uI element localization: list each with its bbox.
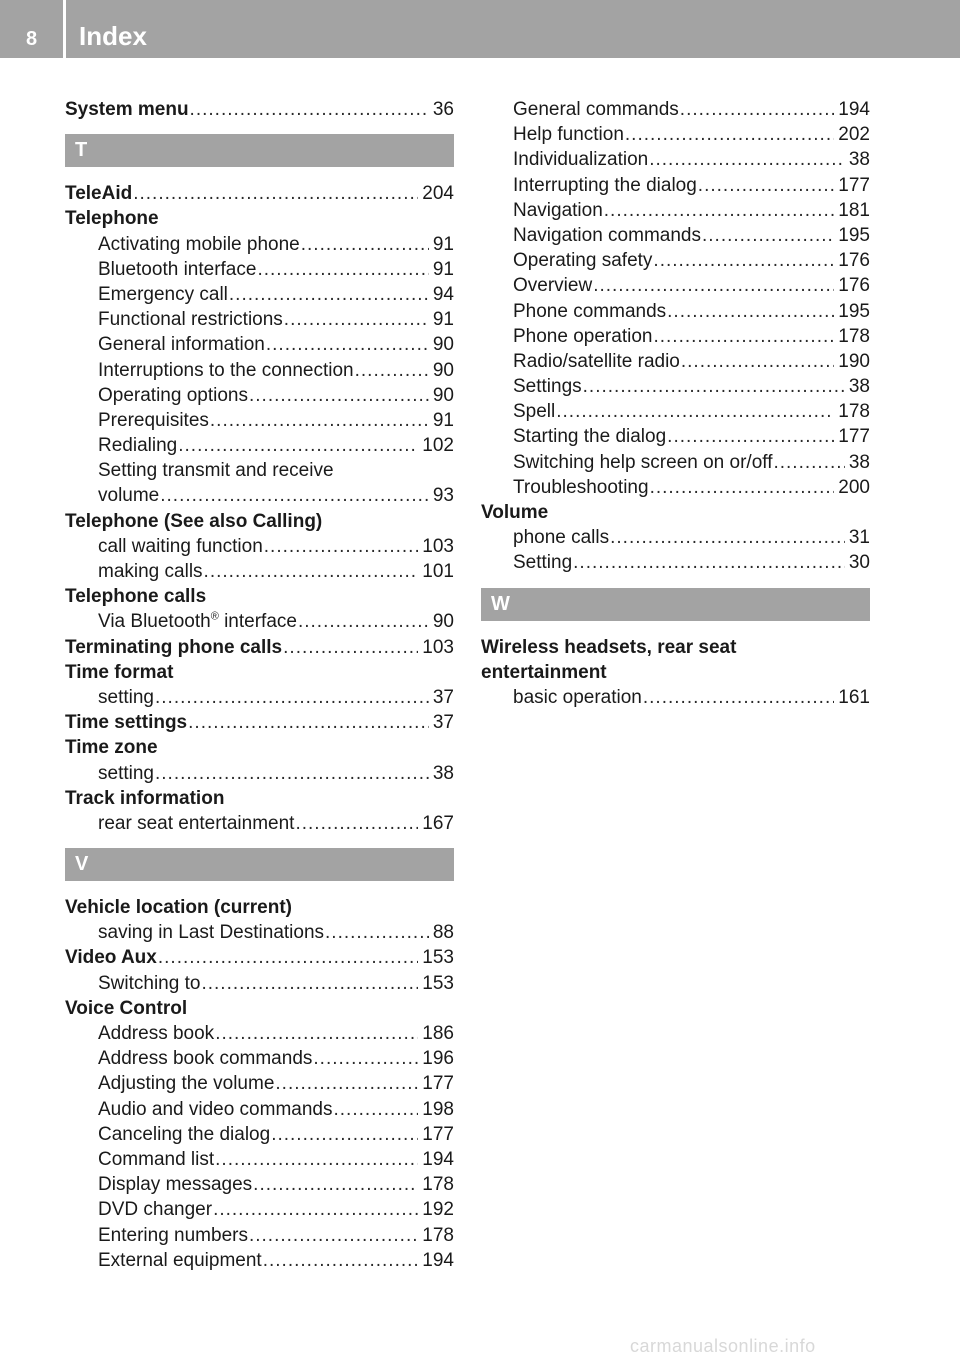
dot-leader <box>556 399 834 424</box>
entry-page: 178 <box>838 325 870 347</box>
dot-leader <box>698 173 835 198</box>
dot-leader <box>667 424 834 449</box>
index-subentry <box>481 273 870 298</box>
entry-page: 91 <box>432 233 454 255</box>
dot-leader <box>593 273 834 298</box>
entry-label: making calls <box>98 561 203 582</box>
entry-page: 38 <box>848 149 870 171</box>
entry-page: 177 <box>838 426 870 448</box>
entry-page: 178 <box>838 401 870 423</box>
entry-label: Adjusting the volume <box>98 1073 275 1095</box>
dot-leader <box>643 685 834 710</box>
index-subentry <box>65 358 454 383</box>
index-subentry <box>65 1122 454 1147</box>
index-subentry <box>65 1197 454 1222</box>
dot-leader <box>333 1097 418 1122</box>
index-heading: Time format <box>65 661 174 683</box>
entry-label: Operating safety <box>513 250 653 272</box>
entry-page: 90 <box>432 334 454 356</box>
index-subentry <box>65 1223 454 1248</box>
index-subentry <box>65 383 454 408</box>
entry-label: call waiting function <box>98 535 263 557</box>
dot-leader <box>773 450 844 475</box>
index-subentry <box>65 811 454 836</box>
entry-label: volume <box>98 485 160 507</box>
entry-page: 37 <box>432 686 454 708</box>
index-subentry <box>65 1071 454 1096</box>
entry-label: Video Aux <box>65 947 157 969</box>
entry-label: Canceling the dialog <box>98 1123 271 1145</box>
dot-leader <box>625 122 834 147</box>
entry-label-part: Via Bluetooth <box>98 611 211 633</box>
entry-label: Radio/satellite radio <box>513 350 680 372</box>
entry-page: 88 <box>432 922 454 944</box>
entry-page: 204 <box>422 183 454 205</box>
index-subentry <box>65 1147 454 1172</box>
entry-label: Interruptions to the connection <box>98 359 354 381</box>
entry-label: Troubleshooting <box>513 476 649 498</box>
index-column-left <box>65 97 454 1273</box>
section-header-t: T <box>65 134 454 167</box>
entry-page: 90 <box>432 359 454 381</box>
entry-page: 195 <box>838 300 870 322</box>
index-heading: entertainment <box>481 661 607 683</box>
index-subentry <box>65 685 454 710</box>
dot-leader <box>155 761 429 786</box>
dot-leader <box>215 1147 418 1172</box>
entry-page: 194 <box>838 99 870 120</box>
index-entry <box>65 710 454 735</box>
dot-leader <box>649 147 845 172</box>
entry-label: Navigation commands <box>513 224 701 246</box>
dot-leader <box>229 282 429 307</box>
index-heading: Telephone <box>65 208 159 230</box>
entry-page: 153 <box>422 972 454 994</box>
dot-leader <box>653 324 834 349</box>
entry-page: 196 <box>422 1048 454 1070</box>
dot-leader <box>210 408 429 433</box>
index-entry <box>65 181 454 206</box>
entry-label: Terminating phone calls <box>65 636 283 658</box>
entry-label: General commands <box>513 99 679 120</box>
index-subentry <box>481 324 870 349</box>
entry-label: Command list <box>98 1148 215 1170</box>
index-subentry <box>481 349 870 374</box>
dot-leader <box>264 534 419 559</box>
dot-leader <box>702 223 834 248</box>
index-heading: Voice Control <box>65 997 188 1019</box>
entry-page: 194 <box>422 1249 454 1271</box>
entry-label: setting <box>98 762 154 784</box>
entry-page: 91 <box>432 258 454 280</box>
index-heading: Time zone <box>65 737 158 759</box>
entry-label: Activating mobile phone <box>98 233 300 255</box>
entry-label: Functional restrictions <box>98 309 283 331</box>
entry-label: Phone commands <box>513 300 667 322</box>
dot-leader <box>681 349 834 374</box>
dot-leader <box>583 374 845 399</box>
entry-page: 195 <box>838 224 870 246</box>
dot-leader <box>653 248 834 273</box>
entry-label: Display messages <box>98 1174 253 1196</box>
entry-label: Spell <box>513 401 556 423</box>
index-subentry <box>65 1172 454 1197</box>
entry-page: 91 <box>432 309 454 331</box>
page-header <box>0 0 960 58</box>
entry-label <box>98 609 297 634</box>
entry-label: External equipment <box>98 1249 262 1271</box>
dot-leader <box>190 97 429 122</box>
entry-page: 91 <box>432 409 454 431</box>
entry-page: 103 <box>422 636 454 658</box>
index-subentry <box>481 147 870 172</box>
dot-leader <box>573 550 845 575</box>
entry-page: 200 <box>838 476 870 498</box>
entry-page: 198 <box>422 1098 454 1120</box>
dot-leader <box>313 1046 418 1071</box>
entry-page: 167 <box>422 812 454 834</box>
dot-leader <box>284 307 429 332</box>
dot-leader <box>133 181 418 206</box>
index-subentry <box>65 257 454 282</box>
entry-page: 90 <box>432 611 454 633</box>
index-entry <box>65 635 454 660</box>
dot-leader <box>680 97 835 122</box>
entry-label: saving in Last Destinations <box>98 922 325 944</box>
dot-leader <box>188 710 429 735</box>
dot-leader <box>283 635 418 660</box>
entry-page: 38 <box>848 451 870 473</box>
entry-page: 192 <box>422 1199 454 1221</box>
index-subentry <box>65 761 454 786</box>
index-subentry <box>481 525 870 550</box>
index-subentry <box>65 1248 454 1273</box>
index-subentry <box>65 232 454 257</box>
entry-page: 176 <box>838 250 870 272</box>
entry-page: 178 <box>422 1174 454 1196</box>
index-subentry <box>481 299 870 324</box>
entry-label: Entering numbers <box>98 1224 248 1246</box>
index-subentry <box>481 198 870 223</box>
index-subentry <box>65 534 454 559</box>
index-subentry <box>65 433 454 458</box>
dot-leader <box>204 559 419 584</box>
dot-leader <box>263 1248 419 1273</box>
index-subentry <box>65 282 454 307</box>
index-heading: Vehicle location (current) <box>65 897 292 919</box>
dot-leader <box>155 685 429 710</box>
index-subentry <box>481 374 870 399</box>
entry-label: Address book commands <box>98 1048 313 1070</box>
entry-page: 94 <box>432 283 454 305</box>
header-divider <box>63 0 66 58</box>
index-heading: Telephone (See also Calling) <box>65 510 323 532</box>
entry-page: 36 <box>432 99 454 120</box>
dot-leader <box>158 945 418 970</box>
dot-leader <box>266 332 429 357</box>
dot-leader <box>160 483 429 508</box>
dot-leader <box>610 525 845 550</box>
entry-page: 37 <box>432 712 454 734</box>
dot-leader <box>249 1223 418 1248</box>
index-subentry <box>481 450 870 475</box>
entry-label: Operating options <box>98 384 248 406</box>
entry-label: Time settings <box>65 712 188 734</box>
entry-page: 202 <box>838 124 870 146</box>
entry-page: 194 <box>422 1148 454 1170</box>
entry-label: Emergency call <box>98 283 228 305</box>
entry-label: basic operation <box>513 686 642 708</box>
index-subentry <box>481 399 870 424</box>
index-subentry <box>481 122 870 147</box>
section-header-v: V <box>65 848 454 881</box>
entry-page: 153 <box>422 947 454 969</box>
entry-page: 161 <box>838 686 870 708</box>
index-subentry <box>481 475 870 500</box>
entry-label: Bluetooth interface <box>98 258 257 280</box>
index-subentry <box>65 1021 454 1046</box>
entry-page: 186 <box>422 1023 454 1044</box>
index-subentry <box>481 550 870 575</box>
dot-leader <box>604 198 835 223</box>
entry-label: rear seat entertainment <box>98 812 295 834</box>
registered-mark: ® <box>210 611 219 624</box>
dot-leader <box>295 811 418 836</box>
entry-label: TeleAid <box>65 183 133 205</box>
index-subentry <box>65 307 454 332</box>
entry-page: 178 <box>422 1224 454 1246</box>
index-subentry <box>65 971 454 996</box>
entry-label: phone calls <box>513 527 610 549</box>
dot-leader <box>298 609 429 634</box>
entry-page: 176 <box>838 275 870 297</box>
index-subentry <box>65 332 454 357</box>
dot-leader <box>249 383 429 408</box>
entry-page: 38 <box>848 376 870 398</box>
section-header-w: W <box>481 588 870 621</box>
entry-label: Address book <box>98 1023 215 1044</box>
index-subentry <box>481 173 870 198</box>
dot-leader <box>201 971 418 996</box>
entry-page: 181 <box>838 199 870 221</box>
dot-leader <box>253 1172 418 1197</box>
index-entry <box>65 97 454 122</box>
entry-page: 177 <box>838 174 870 196</box>
page-title: Index <box>79 21 147 51</box>
index-column-right <box>481 97 870 710</box>
entry-label: Starting the dialog <box>513 426 667 448</box>
index-subentry <box>481 685 870 710</box>
entry-label-part: interface <box>218 611 297 633</box>
index-heading: Volume <box>481 502 549 523</box>
entry-label: DVD changer <box>98 1199 213 1221</box>
index-heading: Track information <box>65 787 225 809</box>
entry-page: 190 <box>838 350 870 372</box>
entry-label: Phone operation <box>513 325 653 347</box>
index-subentry <box>481 248 870 273</box>
index-subentry <box>65 920 454 945</box>
dot-leader <box>213 1197 418 1222</box>
index-subentry <box>65 609 454 634</box>
dot-leader <box>355 358 429 383</box>
dot-leader <box>271 1122 418 1147</box>
index-subentry <box>481 223 870 248</box>
entry-label: Prerequisites <box>98 409 209 431</box>
dot-leader <box>275 1071 418 1096</box>
page-number: 8 <box>26 28 38 50</box>
index-subentry <box>481 424 870 449</box>
entry-page: 90 <box>432 384 454 406</box>
watermark: carmanualsonline.info <box>630 1336 816 1356</box>
entry-label: Help function <box>513 124 624 146</box>
dot-leader <box>301 232 429 257</box>
entry-label: setting <box>98 686 154 708</box>
entry-page: 177 <box>422 1123 454 1145</box>
index-subentry-wrap: Setting transmit and receive <box>98 460 334 482</box>
entry-label: Switching to <box>98 972 201 994</box>
entry-page: 93 <box>432 485 454 507</box>
entry-label: Switching help screen on or/off <box>513 451 773 473</box>
index-heading: Telephone calls <box>65 586 207 608</box>
entry-label: General information <box>98 334 265 356</box>
entry-page: 38 <box>432 762 454 784</box>
index-subentry <box>65 1097 454 1122</box>
dot-leader <box>667 299 834 324</box>
entry-label: System menu <box>65 99 189 120</box>
index-heading: Wireless headsets, rear seat <box>481 636 737 658</box>
entry-page: 30 <box>848 552 870 574</box>
entry-page: 101 <box>422 561 454 582</box>
index-subentry <box>65 1046 454 1071</box>
index-subentry <box>65 559 454 584</box>
dot-leader <box>178 433 418 458</box>
entry-label: Overview <box>513 275 593 297</box>
entry-page: 103 <box>422 535 454 557</box>
dot-leader <box>325 920 429 945</box>
index-subentry <box>65 483 454 508</box>
entry-page: 31 <box>848 527 870 549</box>
entry-page: 102 <box>422 435 454 457</box>
dot-leader <box>215 1021 418 1046</box>
entry-label: Settings <box>513 376 582 398</box>
entry-label: Setting <box>513 552 573 574</box>
entry-label: Individualization <box>513 149 649 171</box>
entry-label: Redialing <box>98 435 178 457</box>
entry-label: Audio and video commands <box>98 1098 333 1120</box>
index-subentry <box>481 97 870 122</box>
index-subentry <box>65 408 454 433</box>
index-entry <box>65 945 454 970</box>
entry-label: Interrupting the dialog <box>513 174 697 196</box>
entry-label: Navigation <box>513 199 603 221</box>
entry-page: 177 <box>422 1073 454 1095</box>
dot-leader <box>257 257 428 282</box>
dot-leader <box>650 475 835 500</box>
